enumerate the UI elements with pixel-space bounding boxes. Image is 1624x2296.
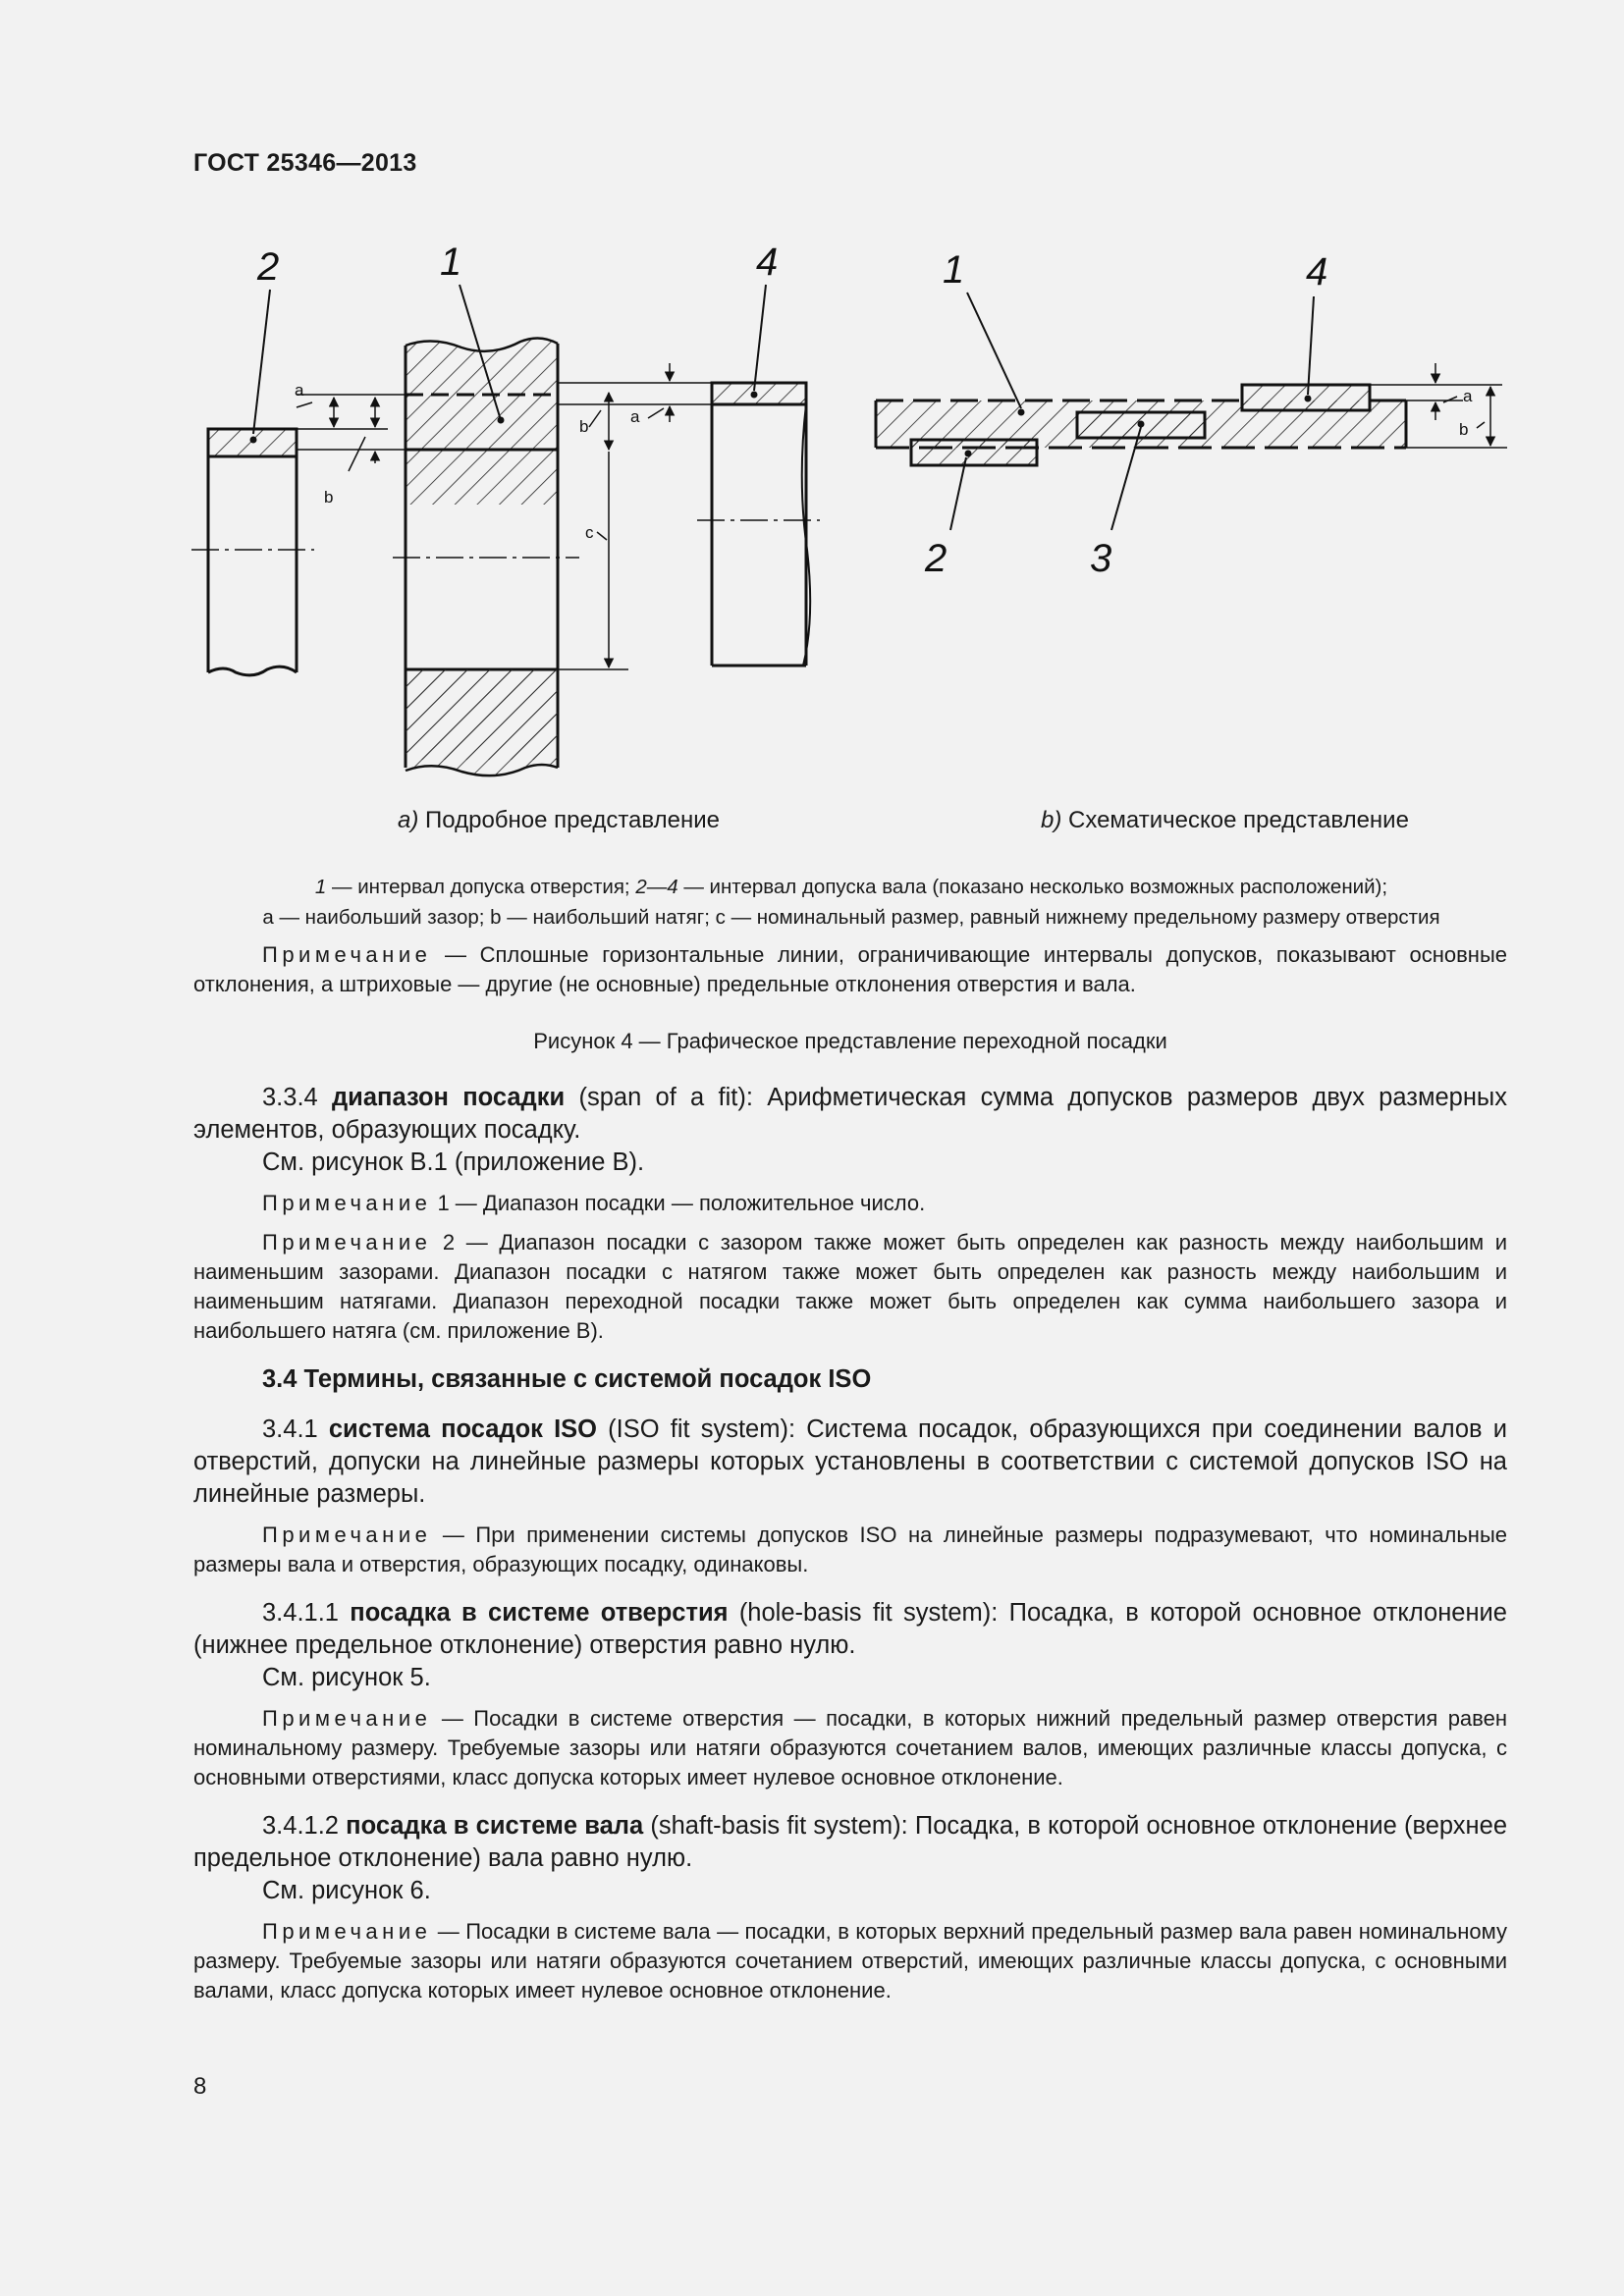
callout-label: 4 [756,240,779,284]
callout-label: 1 [943,248,965,292]
caption-b: b) Схематическое представление [1041,807,1409,833]
dim-label: c [585,523,594,542]
callout-label: 2 [925,537,947,580]
figure-legend [193,872,1509,933]
figure-title: Рисунок 4 — Графическое представление переходной посадки [533,1029,1167,1053]
note: Примечание — Посадки в системе вала — посадки, в которых верхний предельный размер вала равен номинальному размеру. Требуемые зазоры или натяги образуются сочетанием отверстий, имеющих различные классы допуска, с основными валами, класс допуска которых имеет нулевое основное отклонение. [193,1919,1507,2002]
left-hole-1 [393,338,579,775]
dim-label: a [630,407,640,426]
document-header: ГОСТ 25346—2013 [193,149,417,177]
dim-label: b [324,488,334,507]
dim-label: a [295,381,304,400]
section-3-4-1-2: 3.4.1.2 посадка в системе вала (shaft-basis fit system): Посадка, в которой основное отклонение (верхнее предельное отклонение) вала равно нулю. [193,1812,1507,1872]
callout-label: 2 [257,245,280,289]
note: Примечание — При применении системы допусков ISO на линейные размеры подразумевают, что номинальные размеры вала и отверстия, образующих посадку, одинаковы. [193,1522,1507,1576]
callout-label: 3 [1090,537,1112,580]
document-body [193,940,1507,2005]
see-figure: См. рисунок В.1 (приложение В). [262,1148,645,1176]
section-3-4-1-1: 3.4.1.1 посадка в системе отверстия (hole-basis fit system): Посадка, в которой основное отклонение (нижнее предельное отклонение) отверстия равно нулю. [193,1599,1507,1659]
note: Примечание 1 — Диапазон посадки — положительное число. [262,1191,926,1215]
left-shaft-2 [191,429,314,675]
section-3-3-4: 3.3.4 диапазон посадки (span of a fit): Арифметическая сумма допусков размеров двух размерных элементов, образующих посадку. [193,1084,1507,1144]
see-figure: См. рисунок 6. [262,1877,431,1904]
section-3-4-1: 3.4.1 система посадок ISO (ISO fit system): Система посадок, образующихся при соединении валов и отверстий, допуски на линейные размеры которых установлены в соответствии с системой допусков ISO на линейные размеры. [193,1415,1507,1508]
figure-4-drawing [0,226,1624,815]
legend-line-2: a — наибольший зазор; b — наибольший натяг; c — номинальный размер, равный нижнему предельному размеру отверстия [262,906,1440,929]
dim-label: b [579,417,589,436]
legend-line-1: 1 — интервал допуска отверстия; 2—4 — интервал допуска вала (показано несколько возможных расположений); [314,876,1388,898]
section-heading-3-4: 3.4 Термины, связанные с системой посадок ISO [262,1365,872,1393]
note: Примечание 2 — Диапазон посадки с зазором также может быть определен как разность между наибольшим и наименьшим зазорами. Диапазон посадки с натягом также может быть определен как разность между наибольшим и наименьшим натягами. Диапазон переходной посадки также может быть определен как сумма наибольшего зазора и наибольшего натяга (см. приложение В). [193,1230,1507,1343]
figure-note: Примечание — Сплошные горизонтальные линии, ограничивающие интервалы допусков, показывают основные отклонения, а штриховые — другие (не основные) предельные отклонения отверстия и вала. [193,942,1507,996]
caption-a: a) Подробное представление [398,807,720,833]
see-figure: См. рисунок 5. [262,1664,431,1691]
left-shaft-4 [697,383,820,666]
note: Примечание — Посадки в системе отверстия — посадки, в которых нижний предельный размер отверстия равен номинальному размеру. Требуемые зазоры или натяги образуются сочетанием валов, имеющих различные классы допуска, с основными отверстиями, класс допуска которых имеет нулевое основное отклонение. [193,1706,1507,1789]
callout-label: 1 [440,240,462,284]
dim-label: b [1459,420,1469,439]
dim-label: a [1463,387,1473,405]
callout-label: 4 [1306,250,1328,294]
page-number: 8 [193,2073,207,2100]
